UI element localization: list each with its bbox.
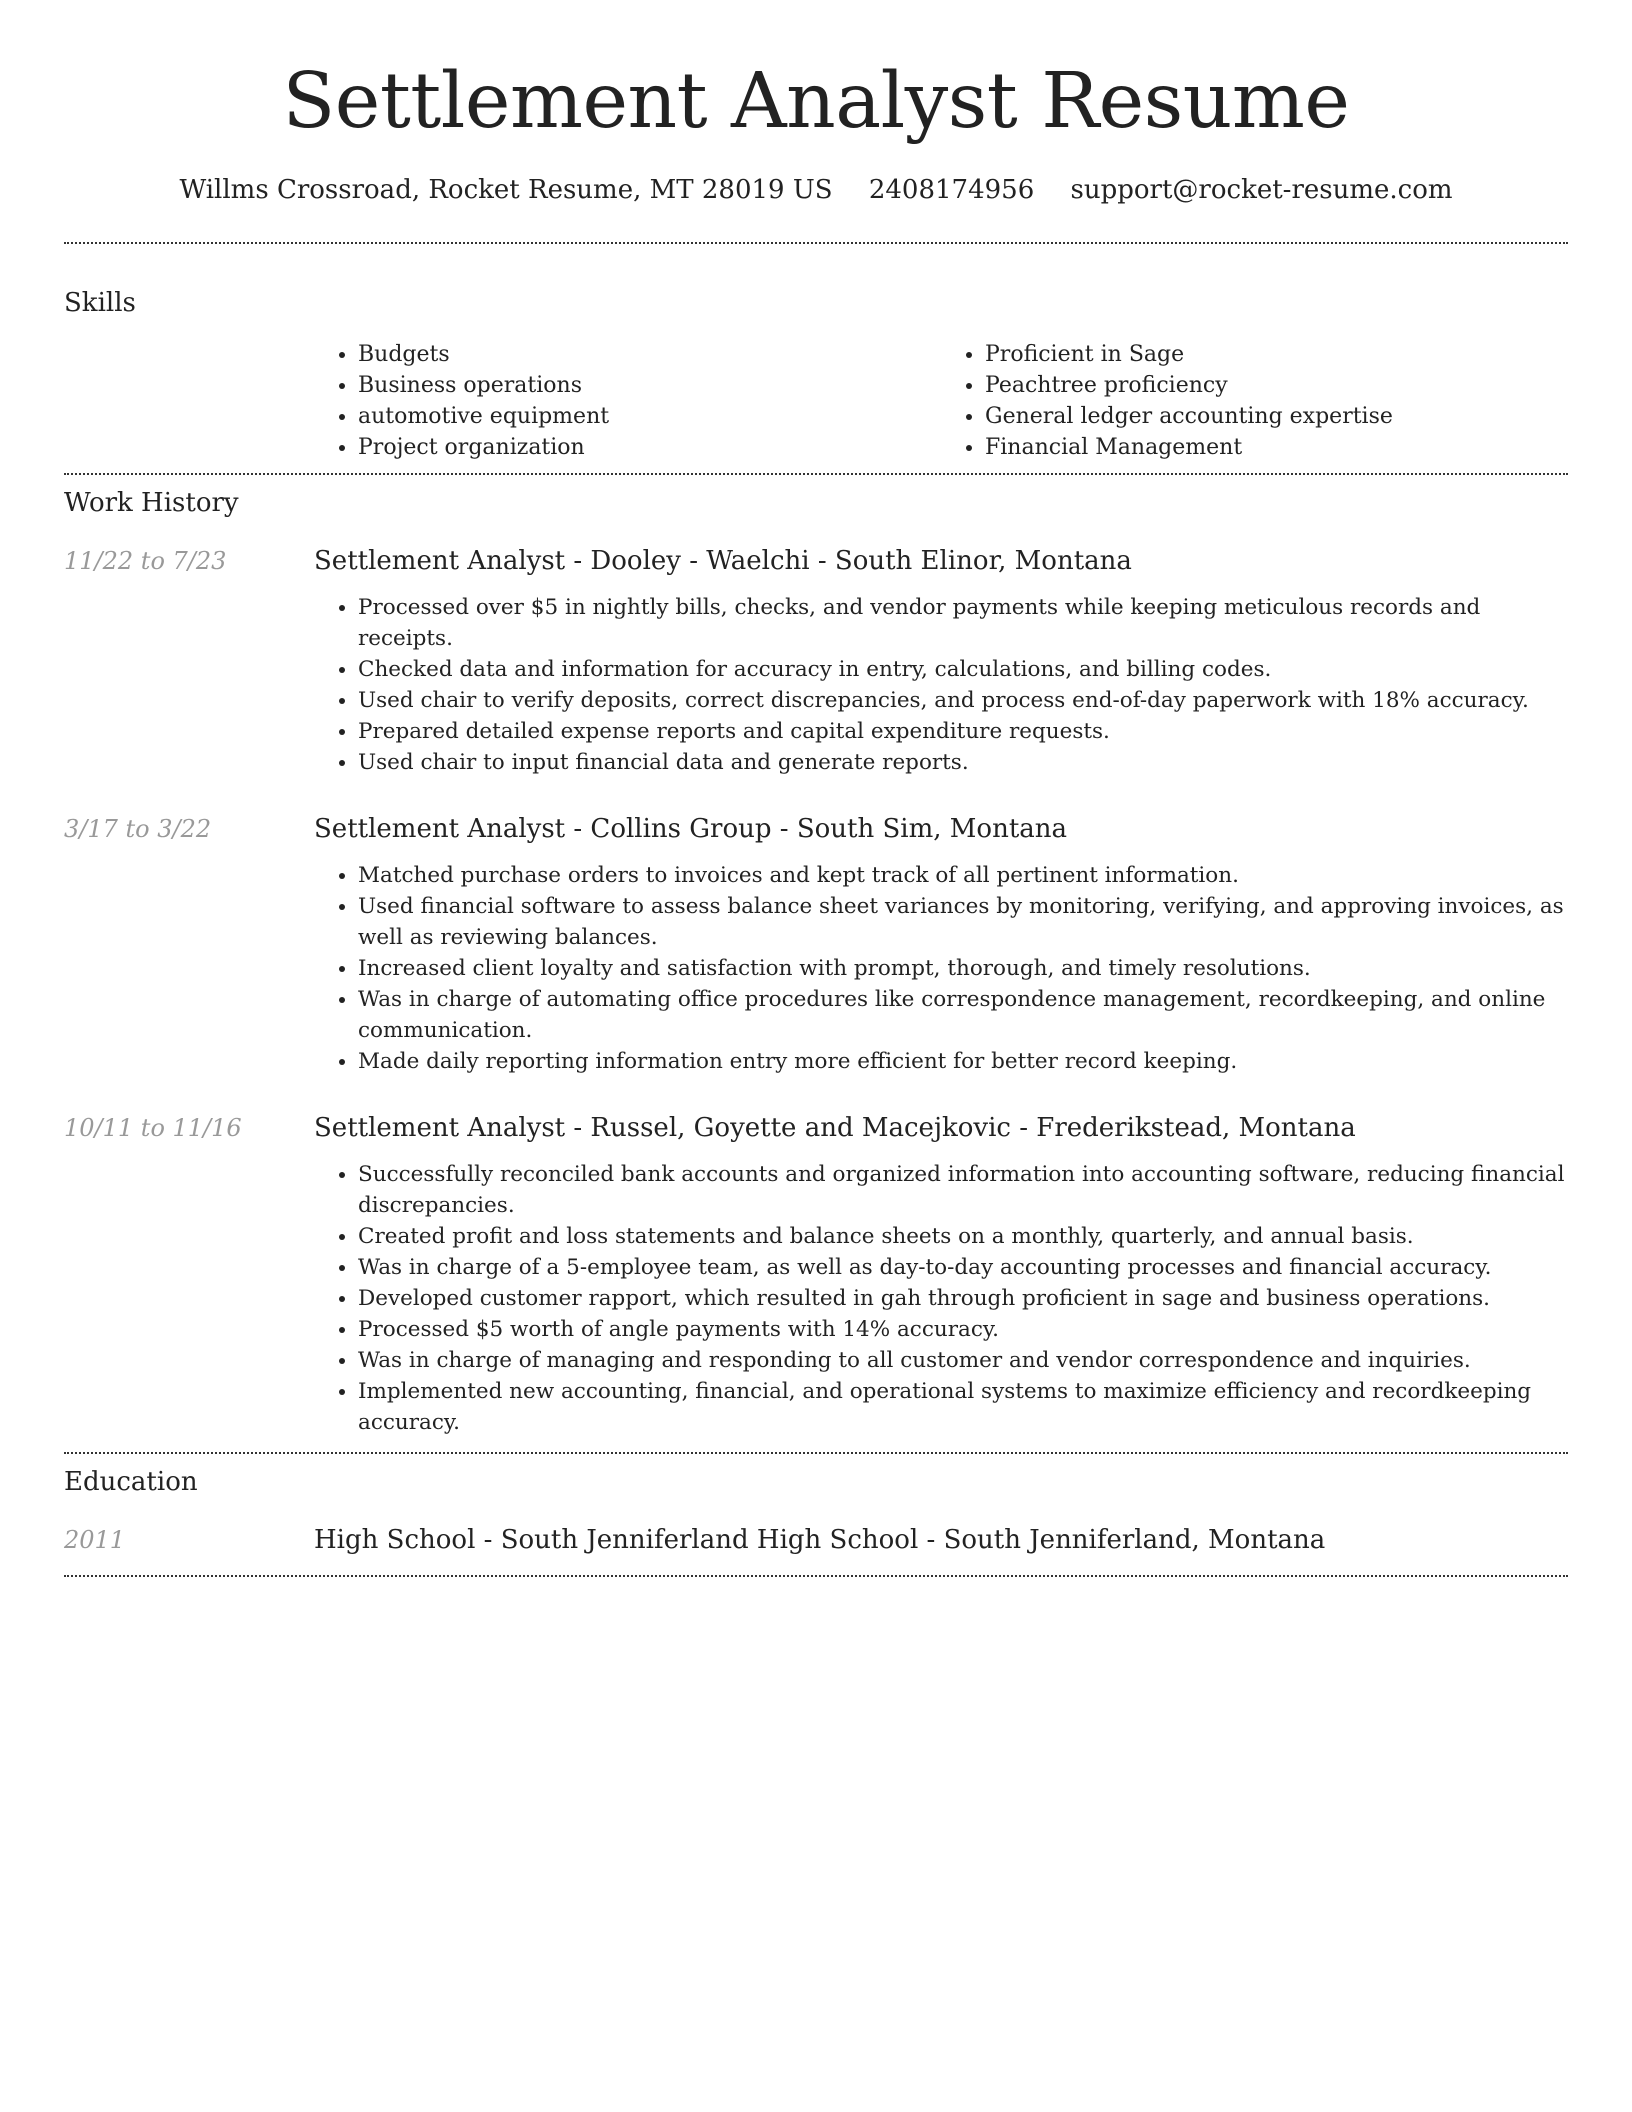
contact-address: Willms Crossroad, Rocket Resume, MT 28019 US [179, 175, 833, 205]
job-bullet: • Used chair to verify deposits, correct discrepancies, and process end-of-day paperwork with 18% accuracy. [358, 685, 1568, 716]
job-body [314, 1111, 1568, 1438]
job-bullet: • Prepared detailed expense reports and capital expenditure requests. [358, 716, 1568, 747]
job-bullet: • Used financial software to assess balance sheet variances by monitoring, verifying, and approving invoices, as well as reviewing balances. [358, 891, 1568, 953]
divider-education [64, 1575, 1568, 1577]
job-bullet: • Processed $5 worth of angle payments with 14% accuracy. [358, 1314, 1568, 1345]
job-bullet: • Was in charge of managing and responding to all customer and vendor correspondence and inquiries. [358, 1345, 1568, 1376]
job-title: Settlement Analyst - Collins Group - South Sim, Montana [314, 814, 1068, 844]
job-bullet: • Successfully reconciled bank accounts and organized information into accounting software, reducing financial discrepancies. [358, 1159, 1568, 1221]
job-body [314, 812, 1568, 1077]
job-bullet: • Increased client loyalty and satisfaction with prompt, thorough, and timely resolutions. [358, 953, 1568, 984]
skill-item: • General ledger accounting expertise [985, 401, 1568, 432]
job-bullet: • Implemented new accounting, financial, and operational systems to maximize efficiency and recordkeeping accuracy. [358, 1376, 1568, 1438]
job-entry [64, 1111, 1568, 1438]
education-entry [64, 1523, 1568, 1557]
skill-item: • Financial Management [985, 432, 1568, 463]
job-dates: 3/17 to 3/22 [64, 815, 212, 843]
job-bullet: • Made daily reporting information entry more efficient for better record keeping. [358, 1046, 1568, 1077]
job-entry [64, 544, 1568, 778]
skill-item: • Peachtree proficiency [985, 370, 1568, 401]
divider-header [64, 242, 1568, 244]
skills-grid [314, 339, 1568, 463]
education-heading: Education [64, 1467, 198, 1497]
skill-item: • automotive equipment [358, 401, 941, 432]
skill-item: • Budgets [358, 339, 941, 370]
skills-list-right [941, 339, 1568, 463]
skill-item: • Business operations [358, 370, 941, 401]
job-entry [64, 812, 1568, 1077]
education-dates: 2011 [64, 1526, 126, 1554]
education-body [314, 1523, 1568, 1557]
job-bullet: • Created profit and loss statements and balance sheets on a monthly, quarterly, and annual basis. [358, 1221, 1568, 1252]
job-bullet: • Checked data and information for accuracy in entry, calculations, and billing codes. [358, 654, 1568, 685]
job-dates: 11/22 to 7/23 [64, 547, 227, 575]
page-title: Settlement Analyst Resume [282, 57, 1350, 146]
education-section [64, 1465, 1568, 1557]
education-title: High School - South Jenniferland High School - South Jenniferland, Montana [314, 1525, 1326, 1555]
job-body [314, 544, 1568, 778]
contact-phone: 2408174956 [868, 175, 1035, 205]
job-bullets [314, 592, 1568, 778]
job-dates: 10/11 to 11/16 [64, 1114, 242, 1142]
skill-item: • Project organization [358, 432, 941, 463]
divider-work [64, 1452, 1568, 1454]
job-title: Settlement Analyst - Russel, Goyette and Macejkovic - Frederikstead, Montana [314, 1113, 1356, 1143]
job-bullet: • Developed customer rapport, which resulted in gah through proficient in sage and business operations. [358, 1283, 1568, 1314]
contact-info [64, 172, 1568, 208]
job-bullet: • Was in charge of a 5-employee team, as well as day-to-day accounting processes and financial accuracy. [358, 1252, 1568, 1283]
job-title: Settlement Analyst - Dooley - Waelchi - South Elinor, Montana [314, 546, 1132, 576]
job-bullet: • Processed over $5 in nightly bills, checks, and vendor payments while keeping meticulous records and receipts. [358, 592, 1568, 654]
work-history-section [64, 486, 1568, 1438]
work-history-heading: Work History [64, 488, 239, 518]
skills-section [64, 286, 1568, 463]
skill-item: • Proficient in Sage [985, 339, 1568, 370]
job-bullet: • Was in charge of automating office procedures like correspondence management, recordkeeping, and online communication. [358, 984, 1568, 1046]
skills-list-left [314, 339, 941, 463]
job-bullet: • Used chair to input financial data and generate reports. [358, 747, 1568, 778]
contact-email: support@rocket-resume.com [1070, 175, 1453, 205]
job-bullets [314, 1159, 1568, 1438]
job-bullet: • Matched purchase orders to invoices and kept track of all pertinent information. [358, 860, 1568, 891]
job-bullets [314, 860, 1568, 1077]
resume-page [64, 0, 1568, 1577]
skills-heading: Skills [64, 288, 136, 318]
divider-skills [64, 473, 1568, 475]
